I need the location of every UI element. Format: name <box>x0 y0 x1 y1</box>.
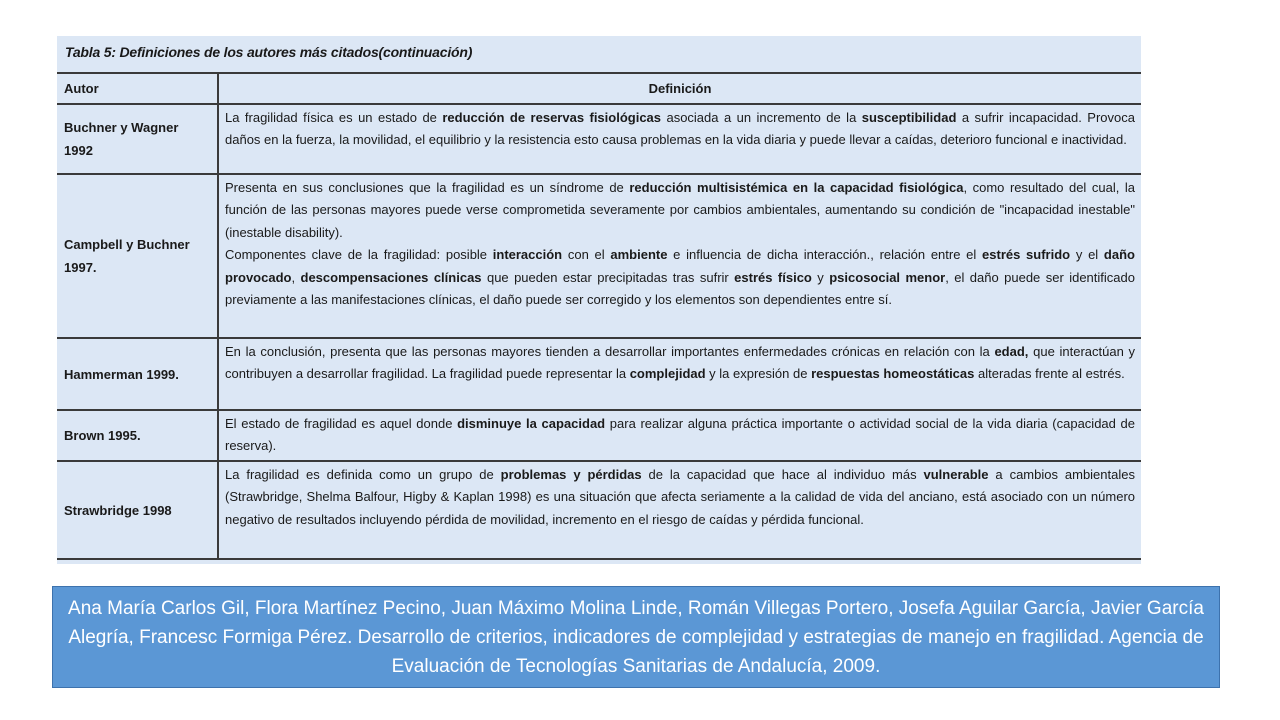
table-row <box>57 411 1141 460</box>
emphasized-text: interacción <box>492 247 563 263</box>
definition-cell <box>217 105 1141 173</box>
emphasized-text: psicosocial menor <box>829 269 946 285</box>
emphasized-text: complejidad <box>629 366 706 382</box>
definition-text: que pueden estar precipitadas tras sufrir <box>481 269 735 285</box>
definition-text: que interactúan y contribuyen a desarrollar fragilidad. La fragilidad puede representar la <box>225 344 1135 382</box>
author-cell: Campbell y Buchner 1997. <box>64 237 190 275</box>
emphasized-text: problemas y pérdidas <box>500 467 642 482</box>
definition-text: con el <box>562 247 611 263</box>
emphasized-text: respuestas homeostáticas <box>811 366 975 382</box>
citation-box <box>52 586 1220 688</box>
emphasized-text: descompensaciones clínicas <box>300 269 482 285</box>
definition-text: Presenta en sus conclusiones que la fragilidad es un síndrome de <box>225 180 630 195</box>
definition-text: y el <box>1070 247 1104 263</box>
definition-cell <box>217 339 1141 409</box>
header-definicion <box>217 72 1141 105</box>
definition-text: a sufrir incapacidad. Provoca daños en la fuerza, la movilidad, el equilibrio y la resistencia esto causa problemas en la vida diaria y puede llevar a caídas, deterioro funcional e inactividad. <box>225 110 1135 148</box>
definition-text: En la conclusión, presenta que las personas mayores tienden a desarrollar importantes enfermedades crónicas en relación con la <box>225 344 995 359</box>
emphasized-text: edad, <box>994 344 1029 359</box>
definition-text: a cambios ambientales (Strawbridge, Shelma Balfour, Higby & Kaplan 1998) es una situación que afecta seriamente a la calidad de vida del anciano, está asociado con un número negativo de resultados incluyendo pérdida de movilidad, incremento en el riesgo de caídas y pérdida funcional. <box>225 467 1135 527</box>
emphasized-text: reducción de reservas fisiológicas <box>442 110 662 125</box>
definition-text: Componentes clave de la fragilidad: posible <box>225 247 493 263</box>
header-autor-label: Autor <box>64 81 99 96</box>
definition-text: asociada a un incremento de la <box>661 110 862 125</box>
definition-text: para realizar alguna práctica importante o actividad social de la vida diaria (capacidad de reserva). <box>225 416 1135 454</box>
definition-text: de la capacidad que hace al individuo más <box>641 467 924 482</box>
table-row <box>57 462 1141 558</box>
author-cell: Buchner y Wagner 1992 <box>64 120 179 158</box>
header-autor <box>57 72 217 105</box>
emphasized-text: reducción multisistémica en la capacidad fisiológica <box>629 180 964 195</box>
definition-text: , el daño puede ser identificado previamente a las manifestaciones clínicas, el daño puede ser corregido y los elementos son dependientes entre sí. <box>225 269 1135 308</box>
citation-text: Ana María Carlos Gil, Flora Martínez Pecino, Juan Máximo Molina Linde, Román Villegas Portero, Josefa Aguilar García, Javier García Alegría, Francesc Formiga Pérez. Desarrollo de criterios, indicadores de complejidad y estrategias de manejo en fragilidad. Agencia de Evaluación de Tecnologías Sanitarias de Andalucía, 2009. <box>68 597 1204 677</box>
definition-cell <box>217 175 1141 337</box>
definition-text: , <box>291 269 301 285</box>
definition-cell <box>217 462 1141 558</box>
definition-text: alteradas frente al estrés. <box>974 366 1125 382</box>
definition-text: , como resultado del cual, la función de las personas mayores puede verse comprometida severamente por cambios ambientales, aumentando su condición de "incapacidad inestable"(inestable disability). <box>225 180 1135 240</box>
emphasized-text: ambiente <box>610 247 668 263</box>
definition-text: y <box>811 269 830 285</box>
table-row <box>57 339 1141 409</box>
emphasized-text: estrés físico <box>734 269 812 285</box>
definition-text: El estado de fragilidad es aquel donde <box>225 416 458 431</box>
emphasized-text: vulnerable <box>923 467 989 482</box>
table-row <box>57 105 1141 173</box>
author-cell: Hammerman 1999. <box>64 366 179 382</box>
author-cell: Brown 1995. <box>64 428 141 443</box>
table-row <box>57 175 1141 337</box>
definitions-table <box>57 36 1141 564</box>
definition-cell <box>217 411 1141 460</box>
definition-text: y la expresión de <box>705 366 812 382</box>
table-bottom-border <box>57 558 1141 560</box>
definition-text: e influencia de dicha interacción., relación entre el <box>667 247 983 263</box>
author-cell: Strawbridge 1998 <box>64 502 172 518</box>
emphasized-text: estrés sufrido <box>982 247 1071 263</box>
emphasized-text: daño provocado <box>225 247 1135 285</box>
header-definicion-label: Definición <box>648 81 712 96</box>
emphasized-text: susceptibilidad <box>861 110 957 125</box>
definition-text: La fragilidad es definida como un grupo de <box>225 467 501 482</box>
definition-text: La fragilidad física es un estado de <box>225 110 443 125</box>
table-title: Tabla 5: Definiciones de los autores más citados(continuación) <box>65 44 473 60</box>
emphasized-text: disminuye la capacidad <box>457 416 606 431</box>
